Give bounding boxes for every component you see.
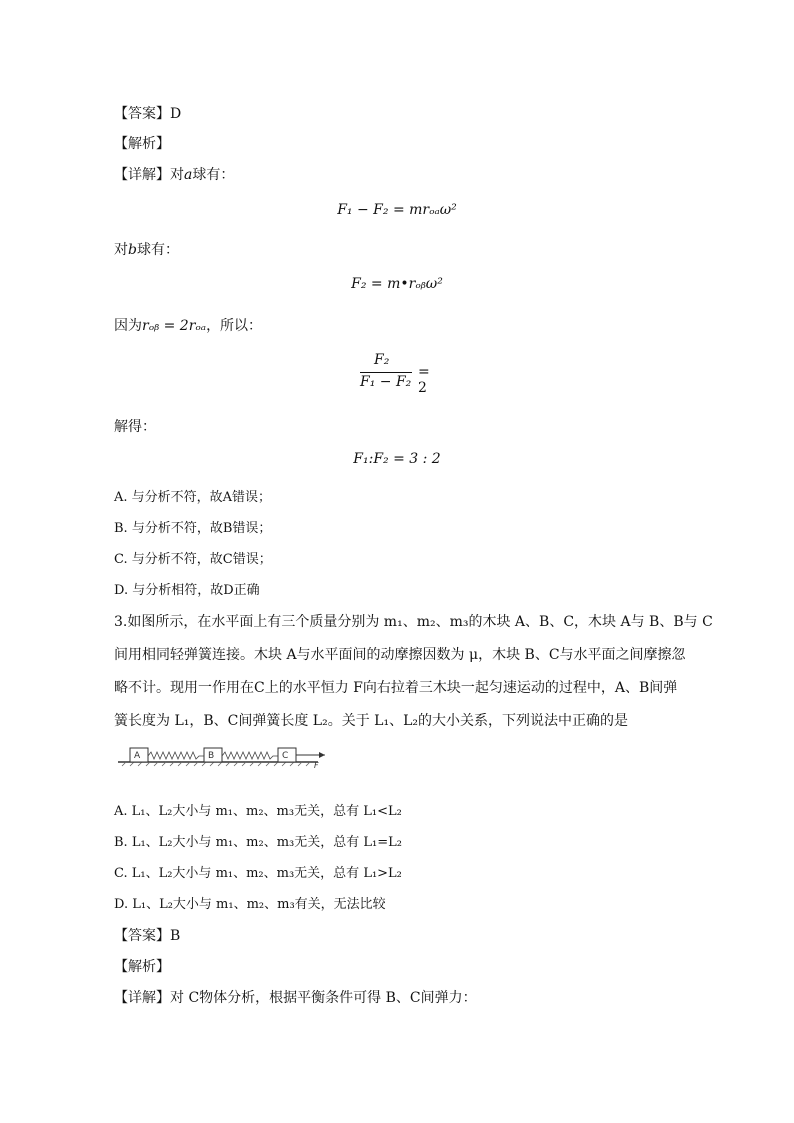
detail-label-2: 【详解】 — [114, 990, 170, 1006]
question-3-line-2: 间用相同轻弹簧连接。木块 A与水平面间的动摩擦因数为 μ，木块 B、C与水平面之间摩擦忽 — [114, 647, 686, 663]
answer-label-2: 【答案】 — [114, 928, 170, 944]
answer-line-2 — [114, 926, 180, 946]
option-1-a: A. 与分析不符，故A错误； — [114, 490, 272, 505]
because-post: ，所以： — [206, 318, 263, 334]
fraction-denominator: F₁ − F₂ — [360, 374, 412, 390]
force-label: F — [314, 761, 319, 770]
line-because — [114, 316, 262, 336]
option-2-b: B. L₁、L₂大小与 m₁、m₂、m₃无关，总有 L₁=L₂ — [114, 835, 402, 850]
blocks-springs-figure — [118, 742, 338, 772]
analysis-heading-1: 【解析】 — [114, 136, 170, 152]
fraction-numerator: F₂ — [374, 352, 390, 368]
fraction-bar — [360, 372, 412, 373]
fraction-rhs: = 2 — [418, 364, 430, 396]
equation-1: F₁ − F₂ = mrₒₐω² — [337, 202, 457, 218]
detail-line-1 — [114, 165, 234, 185]
detail-text-pre: 对 — [170, 167, 184, 183]
block-a-label: A — [134, 751, 141, 761]
question-3-line-1: 3.如图所示，在水平面上有三个质量分别为 m₁、m₂、m₃的木块 A、B、C，木块 A与 B、B与 C — [114, 614, 713, 630]
detail-text-post: 球有： — [192, 167, 235, 183]
equation-2: F₂ = m•rₒᵦω² — [351, 276, 443, 292]
because-expr: rₒᵦ = 2rₒₐ — [142, 318, 207, 334]
option-2-d: D. L₁、L₂大小与 m₁、m₂、m₃有关，无法比较 — [114, 897, 386, 912]
option-2-c: C. L₁、L₂大小与 m₁、m₂、m₃无关，总有 L₁>L₂ — [114, 866, 402, 881]
detail-label: 【详解】 — [114, 167, 170, 183]
force-arrowhead — [319, 752, 325, 758]
var-a: a — [184, 167, 193, 183]
answer-line-1 — [114, 104, 181, 124]
line-ball-b — [114, 240, 179, 260]
option-2-a: A. L₁、L₂大小与 m₁、m₂、m₃无关，总有 L₁<L₂ — [114, 804, 402, 819]
answer-value-2: B — [170, 928, 181, 944]
question-3-line-4: 簧长度为 L₁，B、C间弹簧长度 L₂。关于 L₁、L₂的大小关系，下列说法中正确的是 — [114, 713, 628, 729]
detail-line-2 — [114, 988, 477, 1008]
option-1-c: C. 与分析不符，故C错误； — [114, 552, 272, 567]
spring-2 — [222, 752, 278, 759]
because-pre: 因为 — [114, 318, 142, 334]
block-b-label: B — [208, 751, 215, 761]
equation-4: F₁:F₂ = 3 : 2 — [353, 451, 441, 467]
analysis-heading-2: 【解析】 — [114, 959, 170, 975]
option-1-d: D. 与分析相符，故D正确 — [114, 583, 260, 598]
spring-1 — [148, 752, 204, 759]
option-1-b: B. 与分析不符，故B错误； — [114, 521, 272, 536]
answer-value: D — [170, 106, 182, 122]
block-c-label: C — [282, 751, 289, 761]
line-b-pre: 对 — [114, 242, 128, 258]
detail-text-2: 对 C物体分析，根据平衡条件可得 B、C间弹力： — [170, 990, 477, 1006]
line-b-post: 球有： — [136, 242, 179, 258]
solve-line: 解得： — [114, 419, 156, 435]
answer-label: 【答案】 — [114, 106, 170, 122]
question-3-line-3: 略不计。现用一作用在C上的水平恒力 F向右拉着三木块一起匀速运动的过程中，A、B间弹 — [114, 680, 678, 696]
var-b: b — [128, 242, 137, 258]
